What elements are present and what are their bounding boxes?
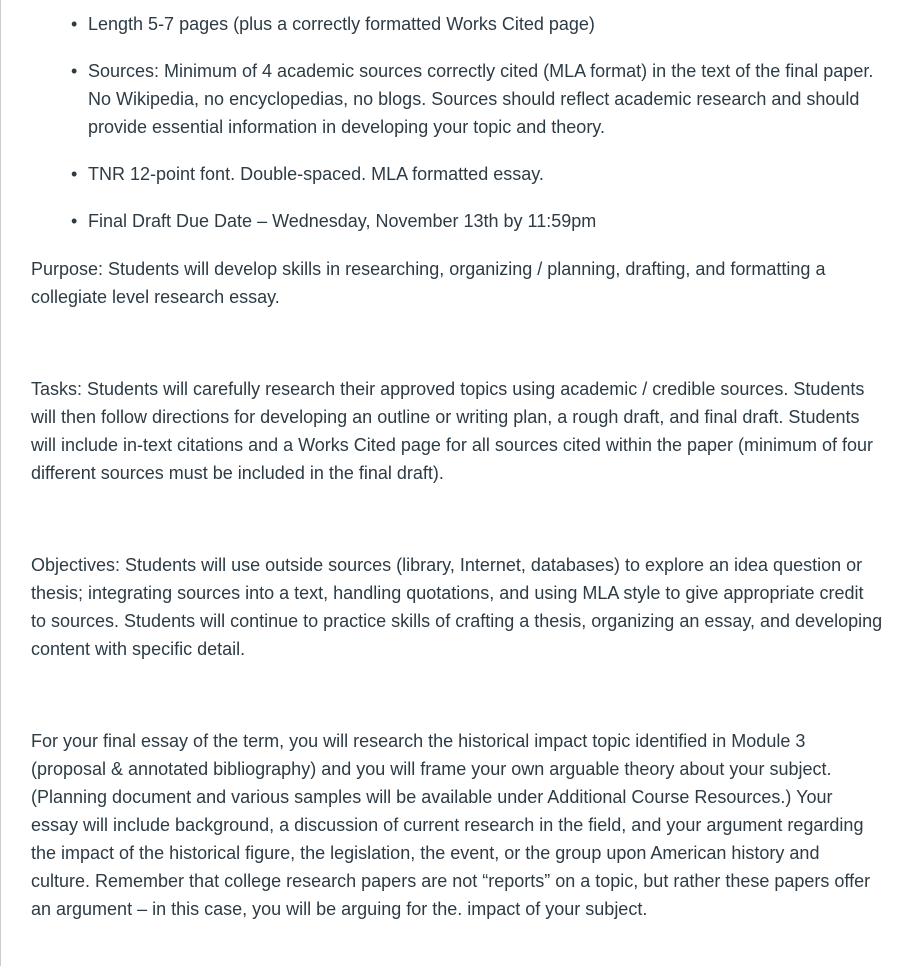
objectives-paragraph: Objectives: Students will use outside sources (library, Internet, databases) to explore an idea question or thesis; integrating sources into a text, handling quotations, and using MLA style to give appropriate credit to sources. Students will continue to practice skills of crafting a thesis, organizing an essay, and developing content with specific detail. [31, 555, 883, 659]
requirement-length: Length 5-7 pages (plus a correctly formatted Works Cited page) [88, 14, 595, 34]
purpose-paragraph: Purpose: Students will develop skills in researching, organizing / planning, drafting, and formatting a collegiate level research essay. [31, 259, 826, 307]
essay-description-paragraph: For your final essay of the term, you will research the historical impact topic identified in Module 3 (proposal & annotated bibliography) and you will frame your own arguable theory about your subject. (Planning document and various samples will be available under Additional Course Resources.) Your essay will include background, a discussion of current research in the field, and your argument regarding the impact of the historical figure, the legislation, the event, or the group upon American history and culture. Remember that college research papers are not “reports” on a topic, but rather these papers offer an argument – in this case, you will be arguing for the. impact of your subject. [31, 731, 871, 919]
list-item [71, 160, 883, 188]
assignment-content [31, 10, 883, 923]
requirements-list [31, 10, 883, 235]
list-item [71, 207, 883, 235]
requirement-sources: Sources: Minimum of 4 academic sources correctly cited (MLA format) in the text of the final paper. No Wikipedia, no encyclopedias, no blogs. Sources should reflect academic research and should provide essential information in developing your topic and theory. [88, 61, 874, 137]
bullet-icon: • [71, 14, 78, 34]
requirement-due-date: Final Draft Due Date – Wednesday, November 13th by 11:59pm [88, 211, 597, 231]
bullet-icon: • [71, 211, 78, 231]
left-border [0, 0, 1, 966]
tasks-paragraph: Tasks: Students will carefully research their approved topics using academic / credible sources. Students will then follow directions for developing an outline or writing plan, a rough draft, and final draft. Students will include in-text citations and a Works Cited page for all sources cited within the paper (minimum of four different sources must be included in the final draft). [31, 379, 874, 483]
bullet-icon: • [71, 61, 78, 81]
list-item [71, 10, 883, 38]
bullet-icon: • [71, 164, 78, 184]
list-item [71, 57, 883, 141]
requirement-format: TNR 12-point font. Double-spaced. MLA formatted essay. [88, 164, 544, 184]
